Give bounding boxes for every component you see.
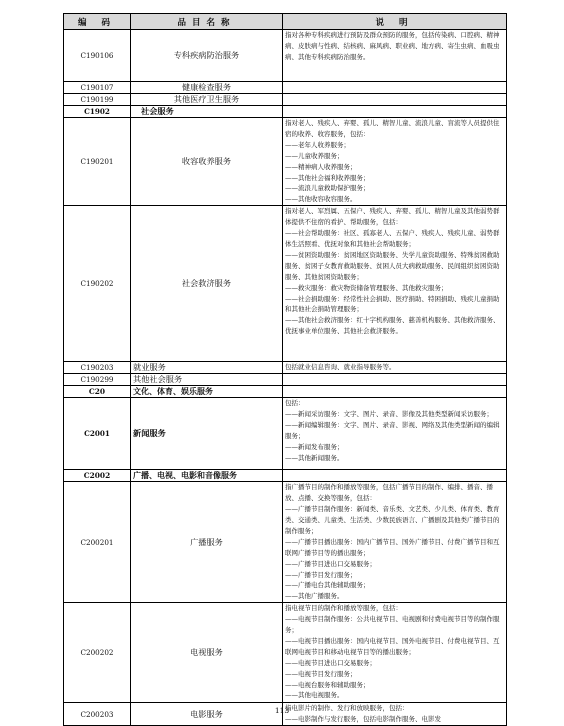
item-name: 电视服务: [131, 603, 283, 703]
item-name: 健康检查服务: [131, 82, 283, 94]
item-description: 指对各种专科疾病进行预防及群众预防的服务，包括传染病、口腔病、精神病、皮肤病与性病、结核病、麻风病、职业病、地方病、寄生虫病、血吸虫病、其他专科疾病防治服务。: [283, 30, 507, 82]
item-code: C20: [64, 386, 131, 398]
item-code: C2002: [64, 470, 131, 482]
item-description: [283, 106, 507, 118]
item-name: 社会救济服务: [131, 206, 283, 362]
header-code: 编 码: [64, 14, 131, 30]
item-code: C200202: [64, 603, 131, 703]
table-row: [64, 94, 507, 106]
item-code: C190202: [64, 206, 131, 362]
item-name: 文化、体育、娱乐服务: [131, 386, 283, 398]
item-description: 指电视节目的制作和播放等服务，包括： ——电视节目制作服务：公共电视节目、电视剧和付费电视节目等的制作服务； ——电视节目播出服务：国内电视节目、国外电视节目、付费电视节目、互联网电视节目和移动电视节目等的播出服务； ——电视节目进出口交易服务； ——电视节目发行服务； ——电视台服务和辅助服务； ——其他电视服务。: [283, 603, 507, 703]
item-code: C190107: [64, 82, 131, 94]
item-name: 广播服务: [131, 482, 283, 603]
item-code: C200201: [64, 482, 131, 603]
item-code: C190106: [64, 30, 131, 82]
item-description: [283, 94, 507, 106]
item-name: 专科疾病防治服务: [131, 30, 283, 82]
item-name: 其他医疗卫生服务: [131, 94, 283, 106]
item-code: C190201: [64, 118, 131, 206]
item-description: 指电影片的制作、发行和放映服务，包括： ——电影制作与发行服务，包括电影制作服务、电影发: [283, 703, 507, 726]
item-name: 电影服务: [131, 703, 283, 726]
table-row: [64, 603, 507, 703]
item-description: 指对老人、军烈属、五保户、残疾人、弃婴、孤儿、精智儿童及其他弱势群体提供不住宿的看护、帮助服务，包括： ——社会帮助服务：社区、孤寡老人、五保户、残疾人、残疾儿童、弱势群体生活照看、优抚对象和其他社会帮助服务； ——贫困资助服务：贫困地区资助服务、失学儿童资助服务、特殊贫困救助服务、贫困子女教育救助服务、贫困人员大病救助服务、民间组织贫困资助服务、其他贫困资助服务； ——救灾服务：救灾物资储备管理服务、其他救灾服务； ——社会捐助服务：经常性社会捐助、医疗捐助、特困捐助、残疾儿童捐助和其他社会捐助管理服务； ——其他社会救济服务：红十字机构服务、慈善机构服务、其他救济服务、优抚事业单位服务、其他社会救济服务。: [283, 206, 507, 362]
table-row: [64, 398, 507, 470]
item-code: C1902: [64, 106, 131, 118]
item-name: 广播、电视、电影和音像服务: [131, 470, 283, 482]
table-row: [64, 206, 507, 362]
classification-table: [63, 13, 507, 726]
item-name: 收容收养服务: [131, 118, 283, 206]
item-name: 新闻服务: [131, 398, 283, 470]
item-code: C190299: [64, 374, 131, 386]
item-name: 就业服务: [131, 362, 283, 374]
item-description: 指广播节目的制作和播放等服务，包括广播节目的制作、编排、播音、播放、点播、交换等服务，包括： ——广播节目制作服务：新闻类、音乐类、文艺类、少儿类、体育类、教育类、交通类、儿童类、生活类、少数民族语言、广播剧及其他类广播节目的制作服务； ——广播节目播出服务：国内广播节目、国外广播节目、付费广播节目和互联网广播节目等的播出服务； ——广播节目进出口交易服务； ——广播节目发行服务； ——广播电台其他辅助服务； ——其他广播服务。: [283, 482, 507, 603]
table-row: [64, 470, 507, 482]
item-description: 包括： ——新闻采访服务：文字、图片、录音、影像及其他类型新闻采访服务； ——新闻编辑服务：文字、图片、录音、影视、网络及其他类型新闻的编辑服务； ——新闻发布服务； ——其他新闻服务。: [283, 398, 507, 470]
item-description: [283, 470, 507, 482]
table-row: [64, 374, 507, 386]
item-name: 其他社会服务: [131, 374, 283, 386]
table-row: [64, 482, 507, 603]
table-header-row: [64, 14, 507, 30]
item-code: C190199: [64, 94, 131, 106]
table-row: [64, 30, 507, 82]
item-description: [283, 374, 507, 386]
table-row: [64, 362, 507, 374]
item-name: 社会服务: [131, 106, 283, 118]
table-row: [64, 106, 507, 118]
header-desc: 说 明: [283, 14, 507, 30]
item-description: [283, 82, 507, 94]
item-description: [283, 386, 507, 398]
table-row: [64, 82, 507, 94]
item-code: C200203: [64, 703, 131, 726]
item-code: C2001: [64, 398, 131, 470]
item-description: 包括就业信息咨询、就业指导服务等。: [283, 362, 507, 374]
item-description: 指对老人、残疾人、弃婴、孤儿、精智儿童、流浪儿童、盲流等人员提供住宿的收养、收容服务，包括： ——老年人收养服务； ——儿童收养服务； ——精神病人收养服务； ——其他社会福利收养服务； ——流浪儿童救助保护服务； ——其他收容收容服务。: [283, 118, 507, 206]
table-row: [64, 386, 507, 398]
table-row: [64, 118, 507, 206]
header-name: 品目名称: [131, 14, 283, 30]
page-number: 113: [274, 706, 290, 715]
item-code: C190203: [64, 362, 131, 374]
